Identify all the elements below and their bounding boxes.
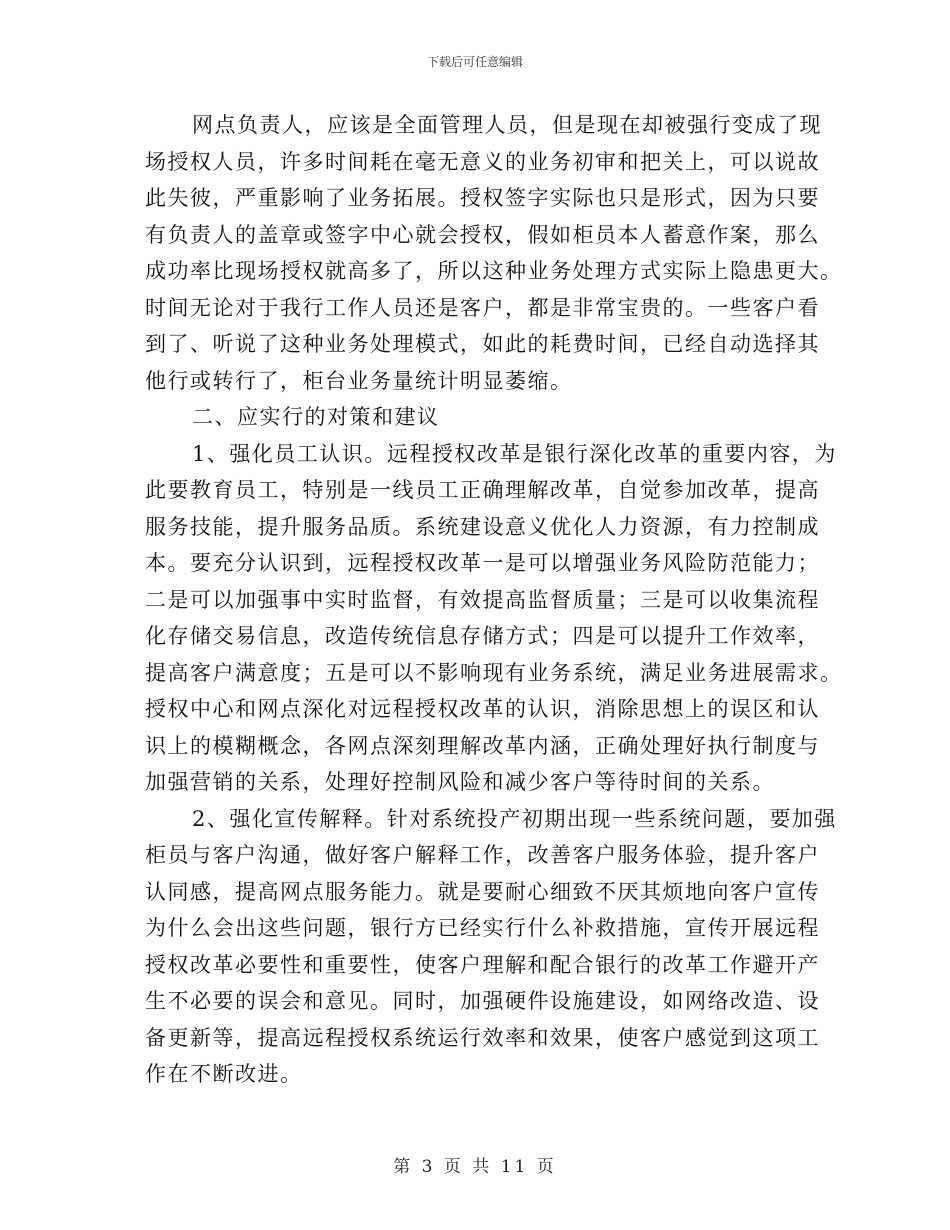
page-number-footer: 第 3 页 共 11 页 [393, 1157, 557, 1177]
text-line: 作在不断改进。 [145, 1062, 303, 1086]
text-line: 识上的模糊概念，各网点深刻理解改革内涵，正确处理好执行制度与 [145, 733, 820, 758]
document-body [145, 107, 843, 1093]
text-line: 2、强化宣传解释。针对系统投产初期出现一些系统问题，要加强 [192, 806, 837, 831]
text-line: 化存储交易信息，改造传统信息存储方式；四是可以提升工作效率， [145, 624, 820, 648]
text-line: 授权改革必要性和重要性，使客户理解和配合银行的改革工作避开产 [145, 952, 820, 977]
text-line: 生不必要的误会和意见。同时，加强硬件设施建设，如网络改造、设 [145, 989, 820, 1013]
text-line: 有负责人的盖章或签字中心就会授权，假如柜员本人蓄意作案，那么 [145, 222, 820, 247]
text-line: 时间无论对于我行工作人员还是客户，都是非常宝贵的。一些客户看 [145, 295, 820, 320]
text-line: 服务技能，提升服务品质。系统建设意义优化人力资源，有力控制成 [145, 514, 820, 539]
text-line: 网点负责人，应该是全面管理人员，但是现在却被强行变成了现 [192, 113, 822, 137]
text-line: 二是可以加强事中实时监督，有效提高监督质量；三是可以收集流程 [145, 587, 820, 612]
page-header-note: 下载后可任意编辑 [426, 55, 523, 69]
text-line: 成功率比现场授权就高多了，所以这种业务处理方式实际上隐患更大。 [145, 259, 843, 283]
text-line: 备更新等，提高远程授权系统运行效率和效果，使客户感觉到这项工 [145, 1025, 820, 1050]
text-line: 此失彼，严重影响了业务拓展。授权签字实际也只是形式，因为只要 [145, 186, 820, 210]
text-line: 1、强化员工认识。远程授权改革是银行深化改革的重要内容，为 [192, 441, 837, 466]
text-line: 场授权人员，许多时间耗在毫无意义的业务初审和把关上，可以说故 [145, 149, 820, 174]
text-line: 此要教育员工，特别是一线员工正确理解改革，自觉参加改革，提高 [145, 478, 820, 502]
text-line: 他行或转行了，柜台业务量统计明显萎缩。 [145, 368, 573, 393]
section-heading: 二、应实行的对策和建议 [192, 405, 440, 429]
text-line: 加强营销的关系，处理好控制风险和减少客户等待时间的关系。 [145, 770, 775, 794]
text-line: 本。要充分认识到，远程授权改革一是可以增强业务风险防范能力； [145, 551, 820, 575]
text-line: 柜员与客户沟通，做好客户解释工作，改善客户服务体验，提升客户 [145, 843, 820, 867]
text-line: 提高客户满意度；五是可以不影响现有业务系统，满足业务进展需求。 [145, 660, 843, 685]
text-line: 授权中心和网点深化对远程授权改革的认识，消除思想上的误区和认 [145, 697, 820, 721]
text-line: 到了、听说了这种业务处理模式，如此的耗费时间，已经自动选择其 [145, 332, 820, 356]
text-line: 认同感，提高网点服务能力。就是要耐心细致不厌其烦地向客户宣传 [145, 879, 820, 904]
text-line: 为什么会出这些问题，银行方已经实行什么补救措施，宣传开展远程 [145, 916, 820, 940]
